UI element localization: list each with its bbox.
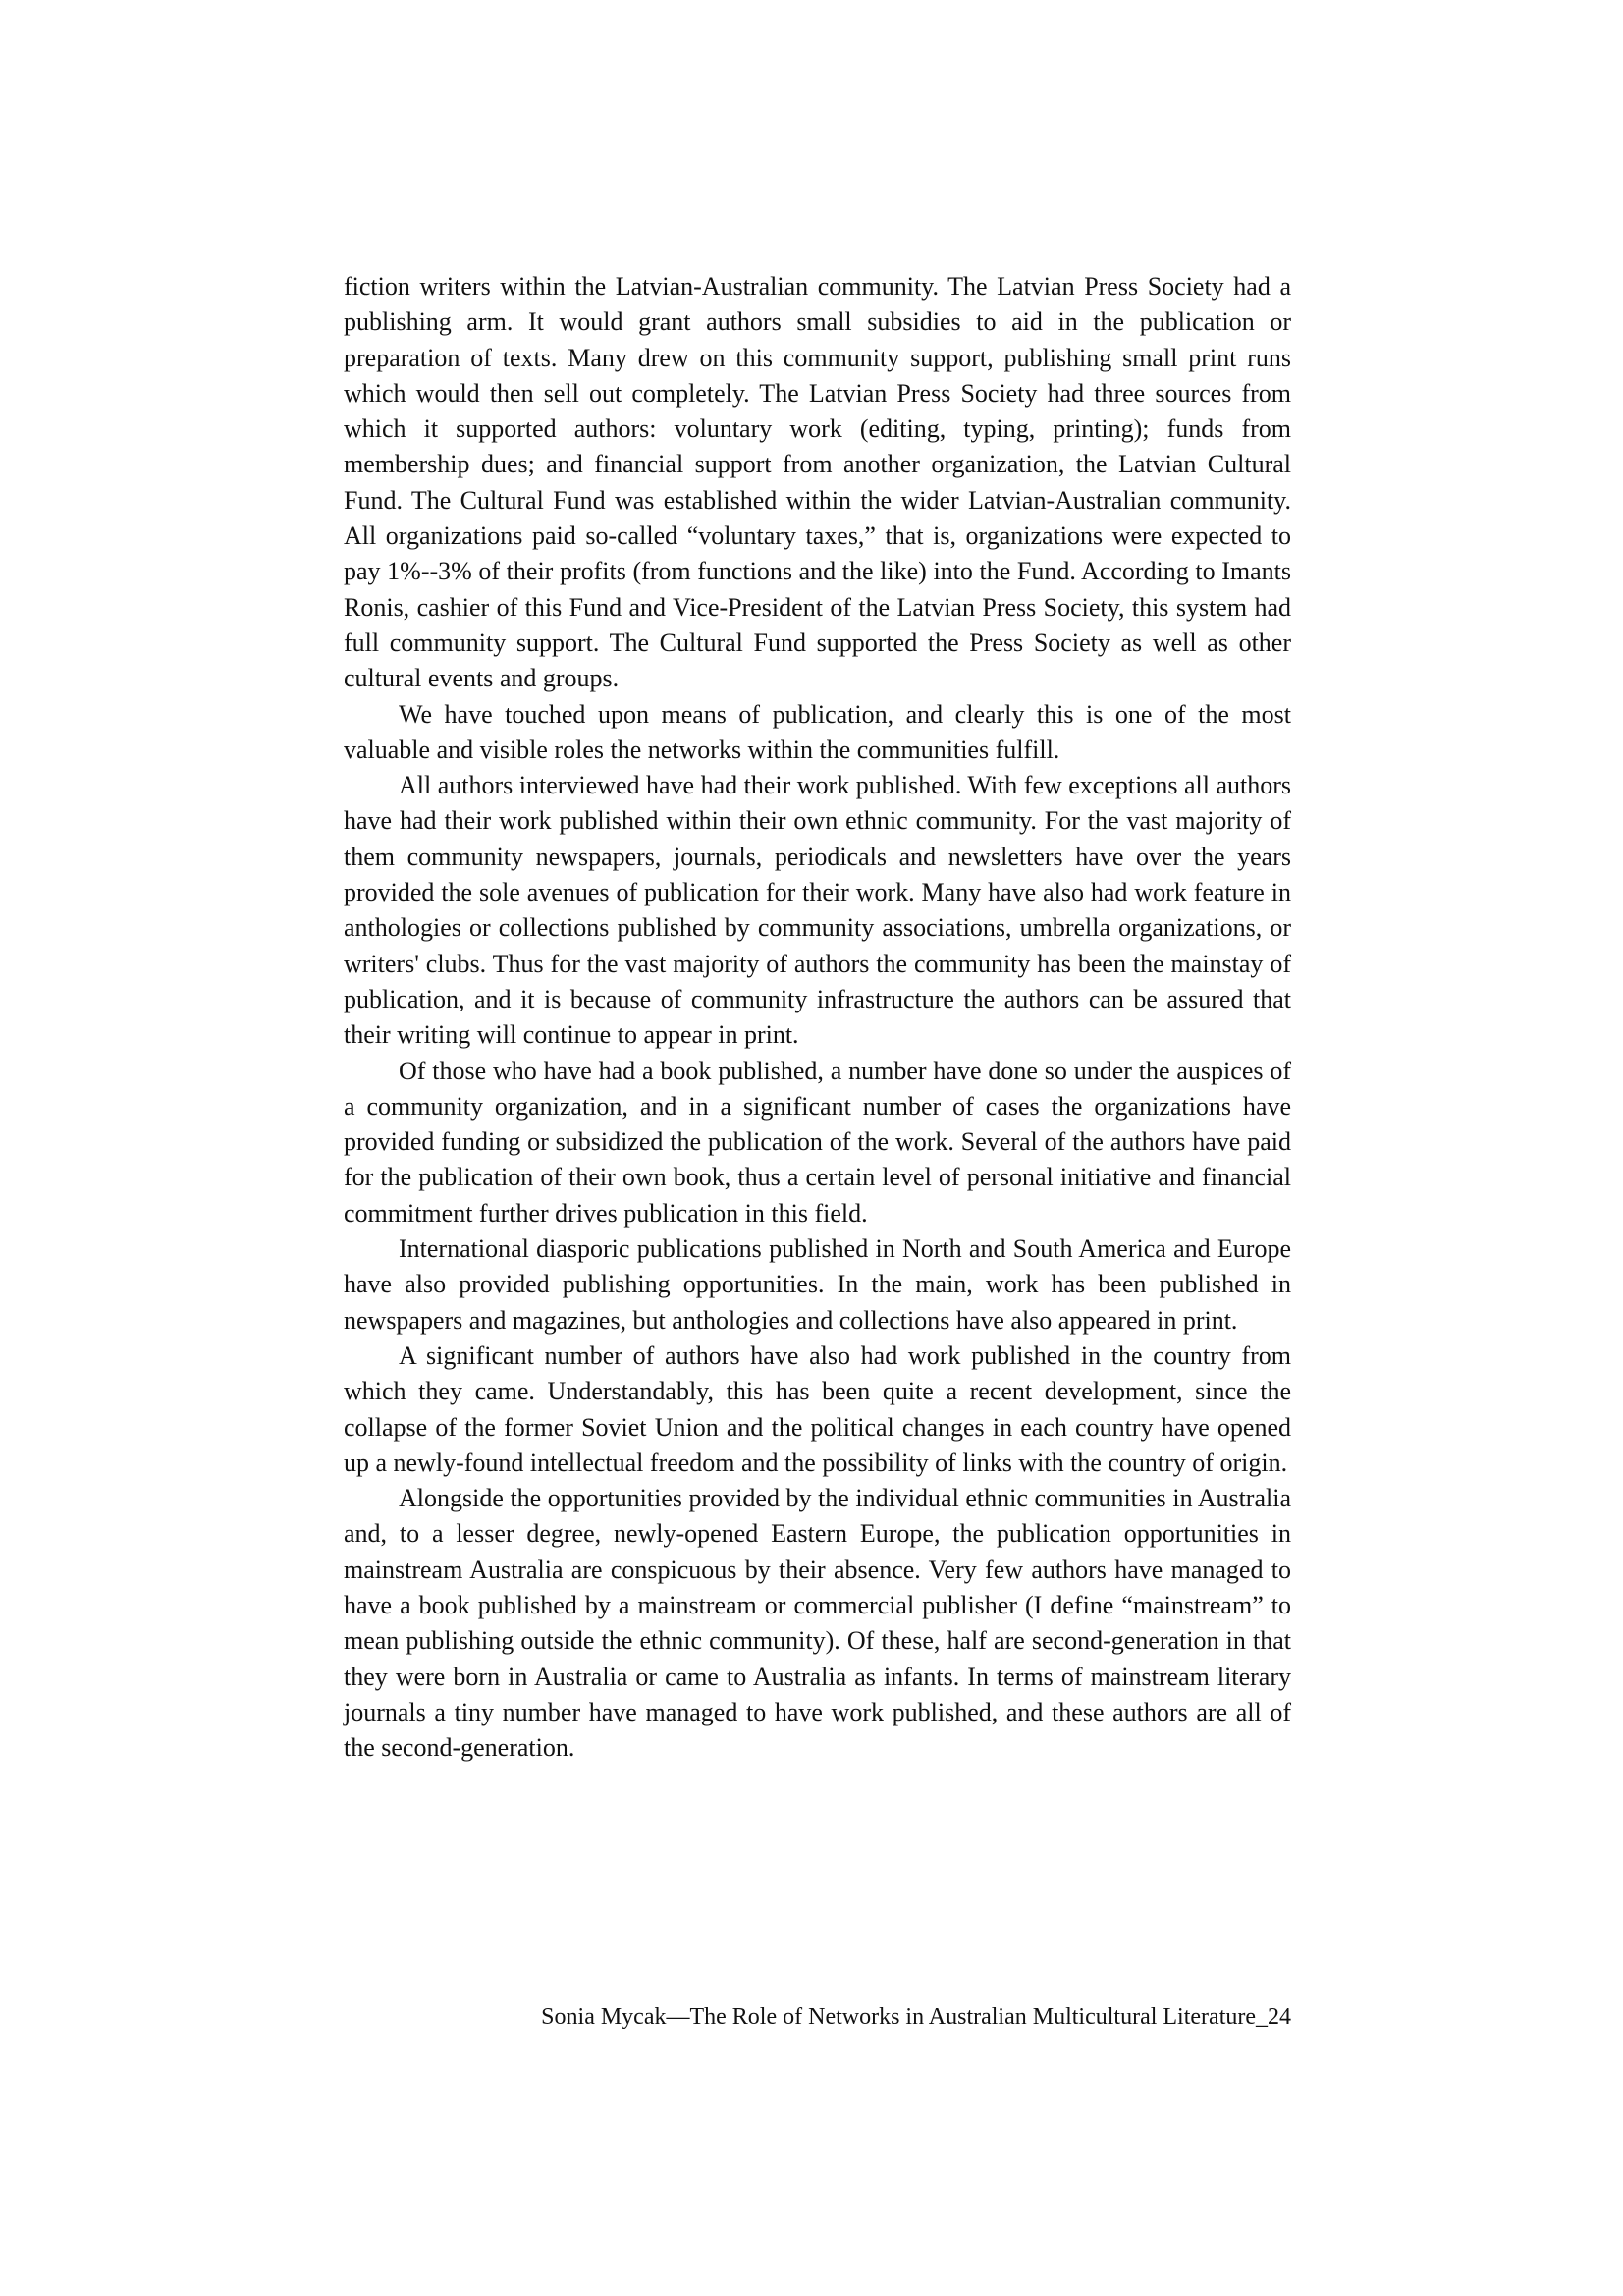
paragraph: A significant number of authors have also had work published in the country from which they came. Understandably, this has been quite a recent development, since the collapse of the former Soviet Union and the political changes in each country have opened up a newly-found intellectual freedom and the possibility of links with the country of origin. [344, 1340, 1291, 1477]
paragraph: Alongside the opportunities provided by the individual ethnic communities in Australia and, to a lesser degree, newly-opened Eastern Europe, the publication opportunities in mainstream Australia are conspicuous by their absence. Very few authors have managed to have a book published by a mainstream or commercial publisher (I define “mainstream” to mean publishing outside the ethnic community). Of these, half are second-generation in that they were born in Australia or came to Australia as infants. In terms of mainstream literary journals a tiny number have managed to have work published, and these authors are all of the second-generation. [344, 1484, 1291, 1763]
paragraph: Of those who have had a book published, a number have done so under the auspices of a community organization, and in a significant number of cases the organizations have provided funding or subsidized the publication of the work. Several of the authors have paid for the publication of their own book, thus a certain level of personal initiative and financial commitment further drives publication in this field. [344, 1056, 1291, 1228]
page-footer: Sonia Mycak—The Role of Networks in Australian Multicultural Literature_24 [541, 2004, 1291, 2030]
paragraph-continuation: fiction writers within the Latvian-Australian community. The Latvian Press Society had a publishing arm. It would grant authors small subsidies to aid in the publication or preparation of texts. Many drew on this community support, publishing small print runs which would then sell out completely. The Latvian Press Society had three sources from which it supported authors: voluntary work (editing, typing, printing); funds from membership dues; and financial support from another organization, the Latvian Cultural Fund. The Cultural Fund was established within the wider Latvian-Australian community. All organizations paid so-called “voluntary taxes,” that is, organizations were expected to pay 1%--3% of their profits (from functions and the like) into the Fund. According to Imants Ronis, cashier of this Fund and Vice-President of the Latvian Press Society, this system had full community support. The Cultural Fund supported the Press Society as well as other cultural events and groups. [344, 272, 1291, 693]
paragraph: All authors interviewed have had their work published. With few exceptions all authors have had their work published within their own ethnic community. For the vast majority of them community newspapers, journals, periodicals and newsletters have over the years provided the sole avenues of publication for their work. Many have also had work feature in anthologies or collections published by community associations, umbrella organizations, or writers' clubs. Thus for the vast majority of authors the community has been the mainstay of publication, and it is because of community infrastructure the authors can be assured that their writing will continue to appear in print. [344, 771, 1291, 1050]
paragraph: We have touched upon means of publication, and clearly this is one of the most valuable and visible roles the networks within the communities fulfill. [344, 699, 1291, 764]
body-text [344, 269, 1291, 1766]
paragraph: International diasporic publications published in North and South America and Europe have also provided publishing opportunities. In the main, work has been published in newspapers and magazines, but anthologies and collections have also appeared in print. [344, 1234, 1291, 1335]
